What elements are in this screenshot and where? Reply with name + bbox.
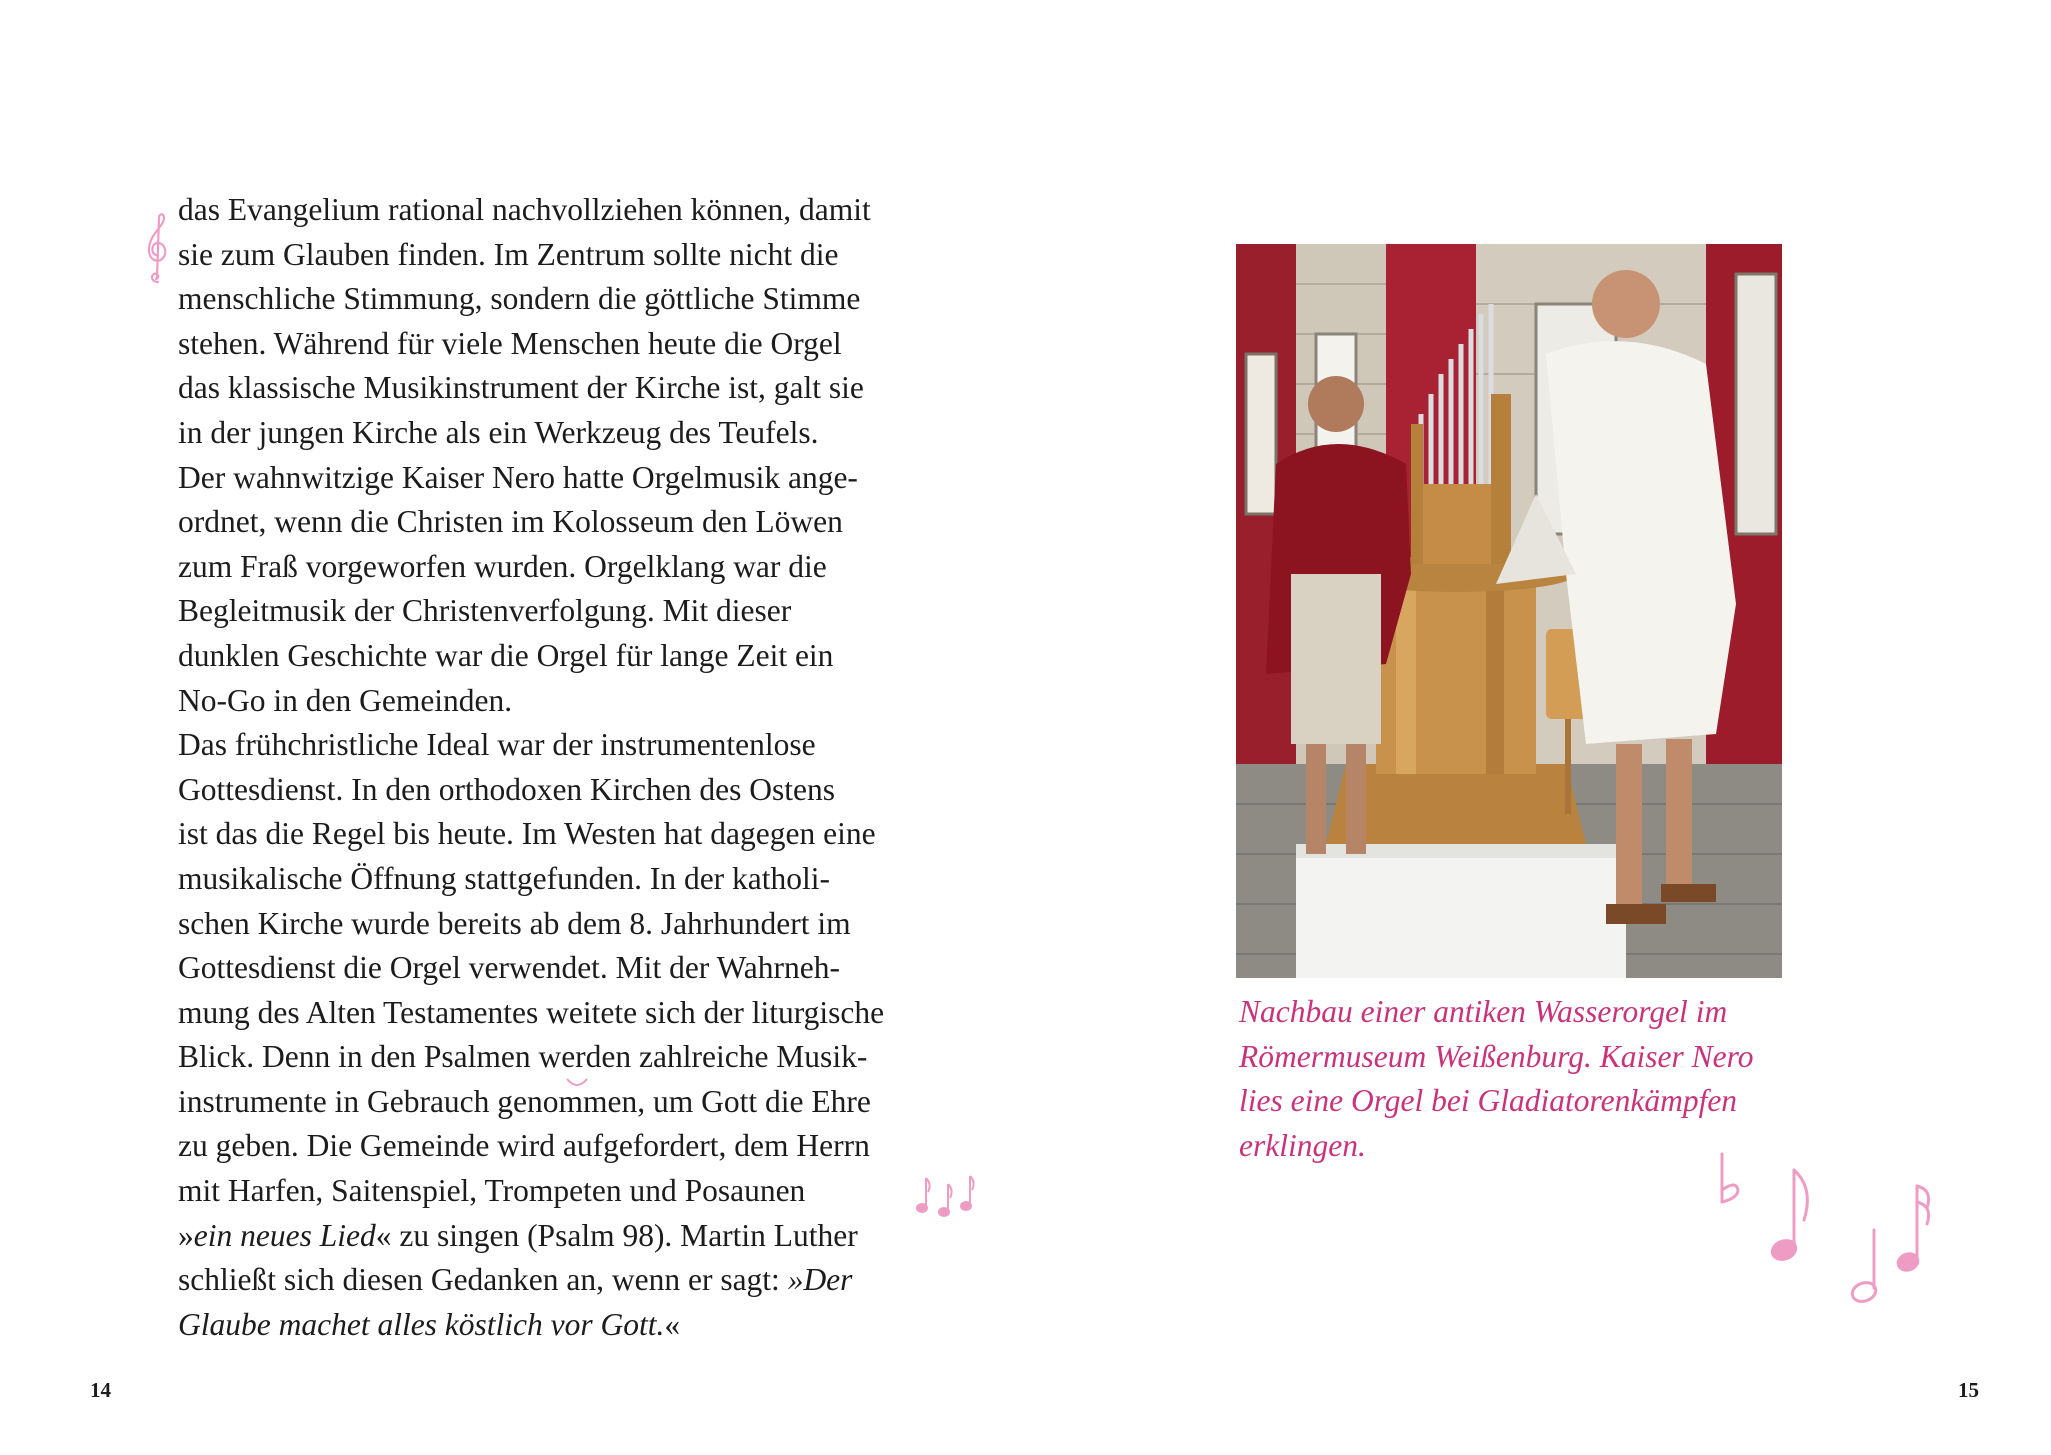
body-line: ist das die Regel bis heute. Im Westen hat dagegen eine	[178, 816, 876, 852]
open-quote: »	[178, 1217, 194, 1253]
body-line: Begleitmusik der Christenverfolgung. Mit dieser	[178, 593, 792, 629]
body-line: das klassische Musikinstrument der Kirche ist, galt sie	[178, 370, 864, 406]
close-quote: «	[664, 1306, 681, 1342]
treble-clef-icon	[144, 212, 170, 286]
body-line: in der jungen Kirche als ein Werkzeug des Teufels.	[178, 414, 819, 450]
body-line: zu geben. Die Gemeinde wird aufgefordert, dem Herrn	[178, 1128, 870, 1164]
quote-rest: « zu singen (Psalm 98). Martin Luther	[375, 1217, 858, 1253]
caption-line: erklingen.	[1239, 1127, 1366, 1163]
body-text	[178, 188, 968, 1347]
body-line: Gottesdienst die Orgel verwendet. Mit der Wahrneh-	[178, 950, 840, 986]
body-line: No-Go in den Gemeinden.	[178, 682, 513, 718]
body-line: zum Fraß vorgeworfen wurden. Orgelklang war die	[178, 548, 827, 584]
music-notes-large-icon	[1712, 1150, 1944, 1312]
body-line: schen Kirche wurde bereits ab dem 8. Jahrhundert im	[178, 905, 851, 941]
body-line: menschliche Stimmung, sondern die göttliche Stimme	[178, 281, 861, 317]
photo-caption	[1239, 990, 1839, 1168]
music-notes-icon	[914, 1170, 980, 1220]
quote-italic: ein neues Lied	[193, 1217, 376, 1253]
caption-line: Römermuseum Weißenburg. Kaiser Nero	[1239, 1038, 1754, 1074]
page-number-left: 14	[90, 1378, 111, 1402]
quote-italic: Glaube machet alles köstlich vor Gott.	[178, 1306, 665, 1342]
body-line: sie zum Glauben finden. Im Zentrum sollte nicht die	[178, 236, 839, 272]
quote-plain: schließt sich diesen Gedanken an, wenn er sagt:	[178, 1262, 788, 1298]
quote-italic: »Der	[787, 1262, 853, 1298]
body-line: mung des Alten Testamentes weitete sich der liturgische	[178, 994, 885, 1030]
body-line: instrumente in Gebrauch genommen, um Gott die Ehre	[178, 1083, 871, 1119]
photo-water-organ	[1236, 244, 1782, 978]
page-number-right: 15	[1958, 1378, 1979, 1402]
body-line: stehen. Während für viele Menschen heute die Orgel	[178, 325, 842, 361]
body-line: Das frühchristliche Ideal war der instrumentenlose	[178, 727, 816, 763]
tie-mark-icon	[565, 1077, 589, 1089]
body-line: mit Harfen, Saitenspiel, Trompeten und Posaunen	[178, 1173, 806, 1209]
body-line: das Evangelium rational nachvollziehen können, damit	[178, 192, 871, 227]
body-line: dunklen Geschichte war die Orgel für lange Zeit ein	[178, 637, 834, 673]
body-line: ordnet, wenn die Christen im Kolosseum den Löwen	[178, 504, 843, 540]
body-line-quote	[178, 1214, 968, 1259]
body-line-quote	[178, 1258, 968, 1303]
body-line: Blick. Denn in den Psalmen werden zahlreiche Musik-	[178, 1039, 868, 1075]
body-line: Der wahnwitzige Kaiser Nero hatte Orgelmusik ange-	[178, 459, 858, 495]
caption-line: lies eine Orgel bei Gladiatorenkämpfen	[1239, 1083, 1738, 1119]
caption-line: Nachbau einer antiken Wasserorgel im	[1239, 994, 1728, 1029]
body-line: musikalische Öffnung stattgefunden. In der katholi-	[178, 860, 831, 896]
photo-illustration	[1236, 244, 1782, 978]
body-line-quote	[178, 1303, 968, 1348]
body-line: Gottesdienst. In den orthodoxen Kirchen des Ostens	[178, 771, 835, 807]
